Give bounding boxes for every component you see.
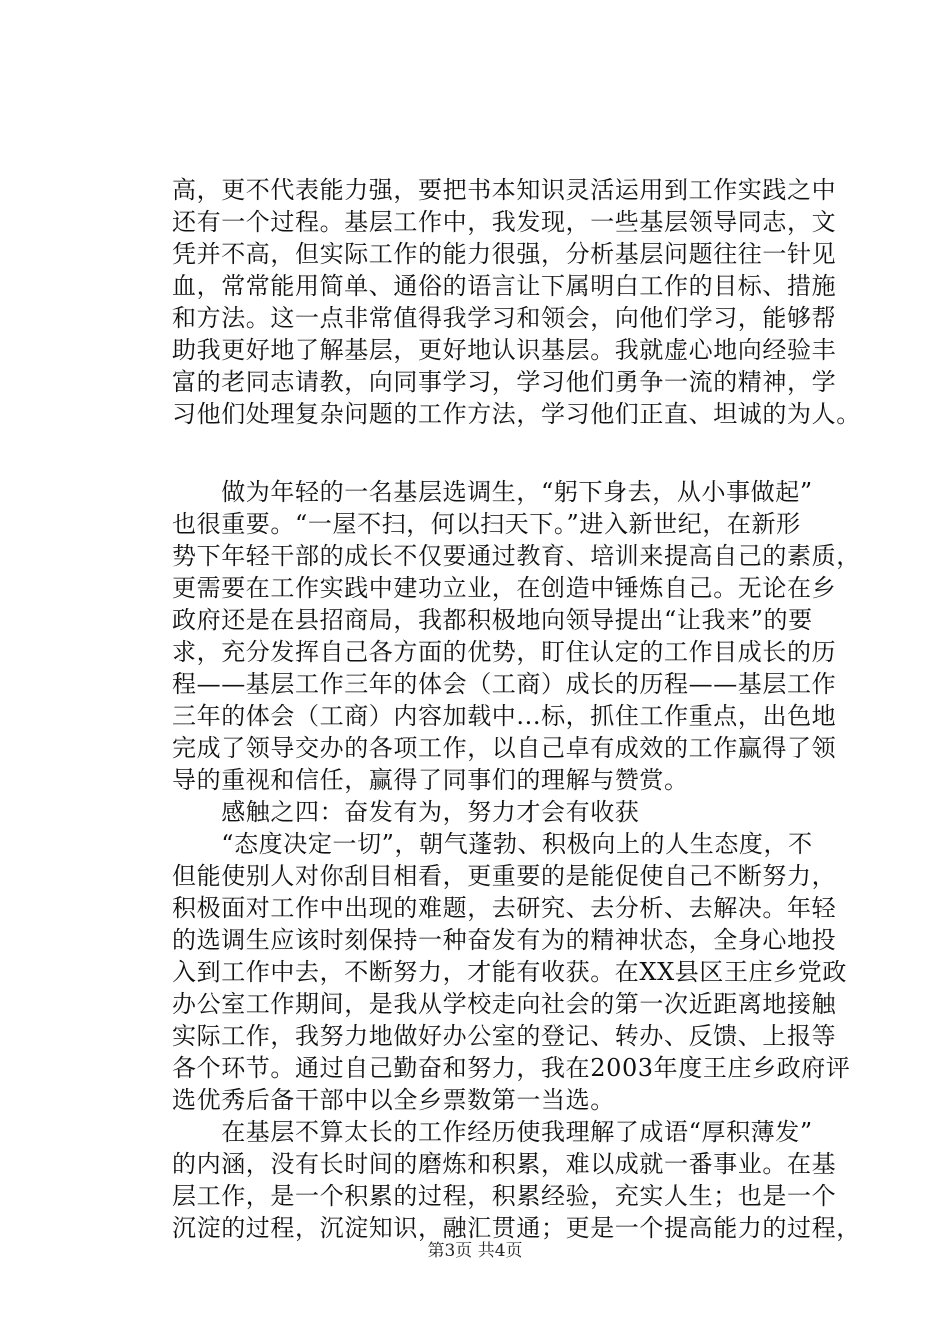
text-line: “态度决定一切”，朝气蓬勃、积极向上的人生态度，不: [172, 830, 813, 858]
text-line: 的选调生应该时刻保持一种奋发有为的精神状态，全身心地投: [172, 926, 837, 954]
text-line: 也很重要。“一屋不扫，何以扫天下。”进入新世纪，在新形: [172, 510, 801, 538]
text-line: 和方法。这一点非常值得我学习和领会，向他们学习，能够帮: [172, 304, 837, 332]
paragraph-2: [172, 476, 861, 1244]
text-line: 完成了领导交办的各项工作，以自己卓有成效的工作赢得了领: [172, 734, 837, 762]
text-line: 三年的体会（工商）内容加载中...标，抓住工作重点，出色地: [172, 702, 837, 730]
text-line: 习他们处理复杂问题的工作方法，学习他们正直、坦诚的为人。: [172, 400, 861, 428]
text-line: 做为年轻的一名基层选调生，“躬下身去，从小事做起”: [172, 478, 813, 506]
paragraph-gap: [172, 430, 852, 476]
paragraph-1: [172, 174, 861, 430]
text-line: 程——基层工作三年的体会（工商）成长的历程——基层工作: [172, 670, 837, 698]
text-line: 各个环节。通过自己勤奋和努力，我在2003年度王庄乡政府评: [172, 1054, 851, 1082]
text-line: 在基层不算太长的工作经历使我理解了成语“厚积薄发”: [172, 1118, 813, 1146]
text-line: 凭并不高，但实际工作的能力很强，分析基层问题往往一针见: [172, 240, 837, 268]
body-text: [172, 174, 861, 1244]
text-line: 还有一个过程。基层工作中，我发现，一些基层领导同志，文: [172, 208, 837, 236]
section-heading: 感触之四：奋发有为，努力才会有收获: [172, 798, 640, 826]
text-line: 办公室工作期间，是我从学校走向社会的第一次近距离地接触: [172, 990, 837, 1018]
text-line: 高，更不代表能力强，要把书本知识灵活运用到工作实践之中: [172, 176, 837, 204]
text-line: 更需要在工作实践中建功立业，在创造中锤炼自己。无论在乡: [172, 574, 837, 602]
text-line: 沉淀的过程，沉淀知识，融汇贯通；更是一个提高能力的过程，: [172, 1214, 861, 1242]
text-line: 选优秀后备干部中以全乡票数第一当选。: [172, 1086, 615, 1114]
text-line: 势下年轻干部的成长不仅要通过教育、培训来提高自己的素质，: [172, 542, 861, 570]
page-footer: [0, 1240, 950, 1262]
text-line: 求，充分发挥自己各方面的优势，盯住认定的工作目成长的历: [172, 638, 837, 666]
text-line: 的内涵，没有长时间的磨炼和积累，难以成就一番事业。在基: [172, 1150, 837, 1178]
text-line: 积极面对工作中出现的难题，去研究、去分析、去解决。年轻: [172, 894, 837, 922]
text-line: 层工作，是一个积累的过程，积累经验，充实人生；也是一个: [172, 1182, 837, 1210]
text-line: 实际工作，我努力地做好办公室的登记、转办、反馈、上报等: [172, 1022, 837, 1050]
page-number-label: 第3页 共4页: [427, 1241, 523, 1261]
text-line: 助我更好地了解基层，更好地认识基层。我就虚心地向经验丰: [172, 336, 837, 364]
text-line: 血，常常能用简单、通俗的语言让下属明白工作的目标、措施: [172, 272, 837, 300]
text-line: 入到工作中去，不断努力，才能有收获。在XX县区王庄乡党政: [172, 958, 847, 986]
text-line: 政府还是在县招商局，我都积极地向领导提出“让我来”的要: [172, 606, 813, 634]
text-line: 但能使别人对你刮目相看，更重要的是能促使自己不断努力，: [172, 862, 837, 890]
text-line: 导的重视和信任，赢得了同事们的理解与赞赏。: [172, 766, 689, 794]
text-line: 富的老同志请教，向同事学习，学习他们勇争一流的精神，学: [172, 368, 837, 396]
